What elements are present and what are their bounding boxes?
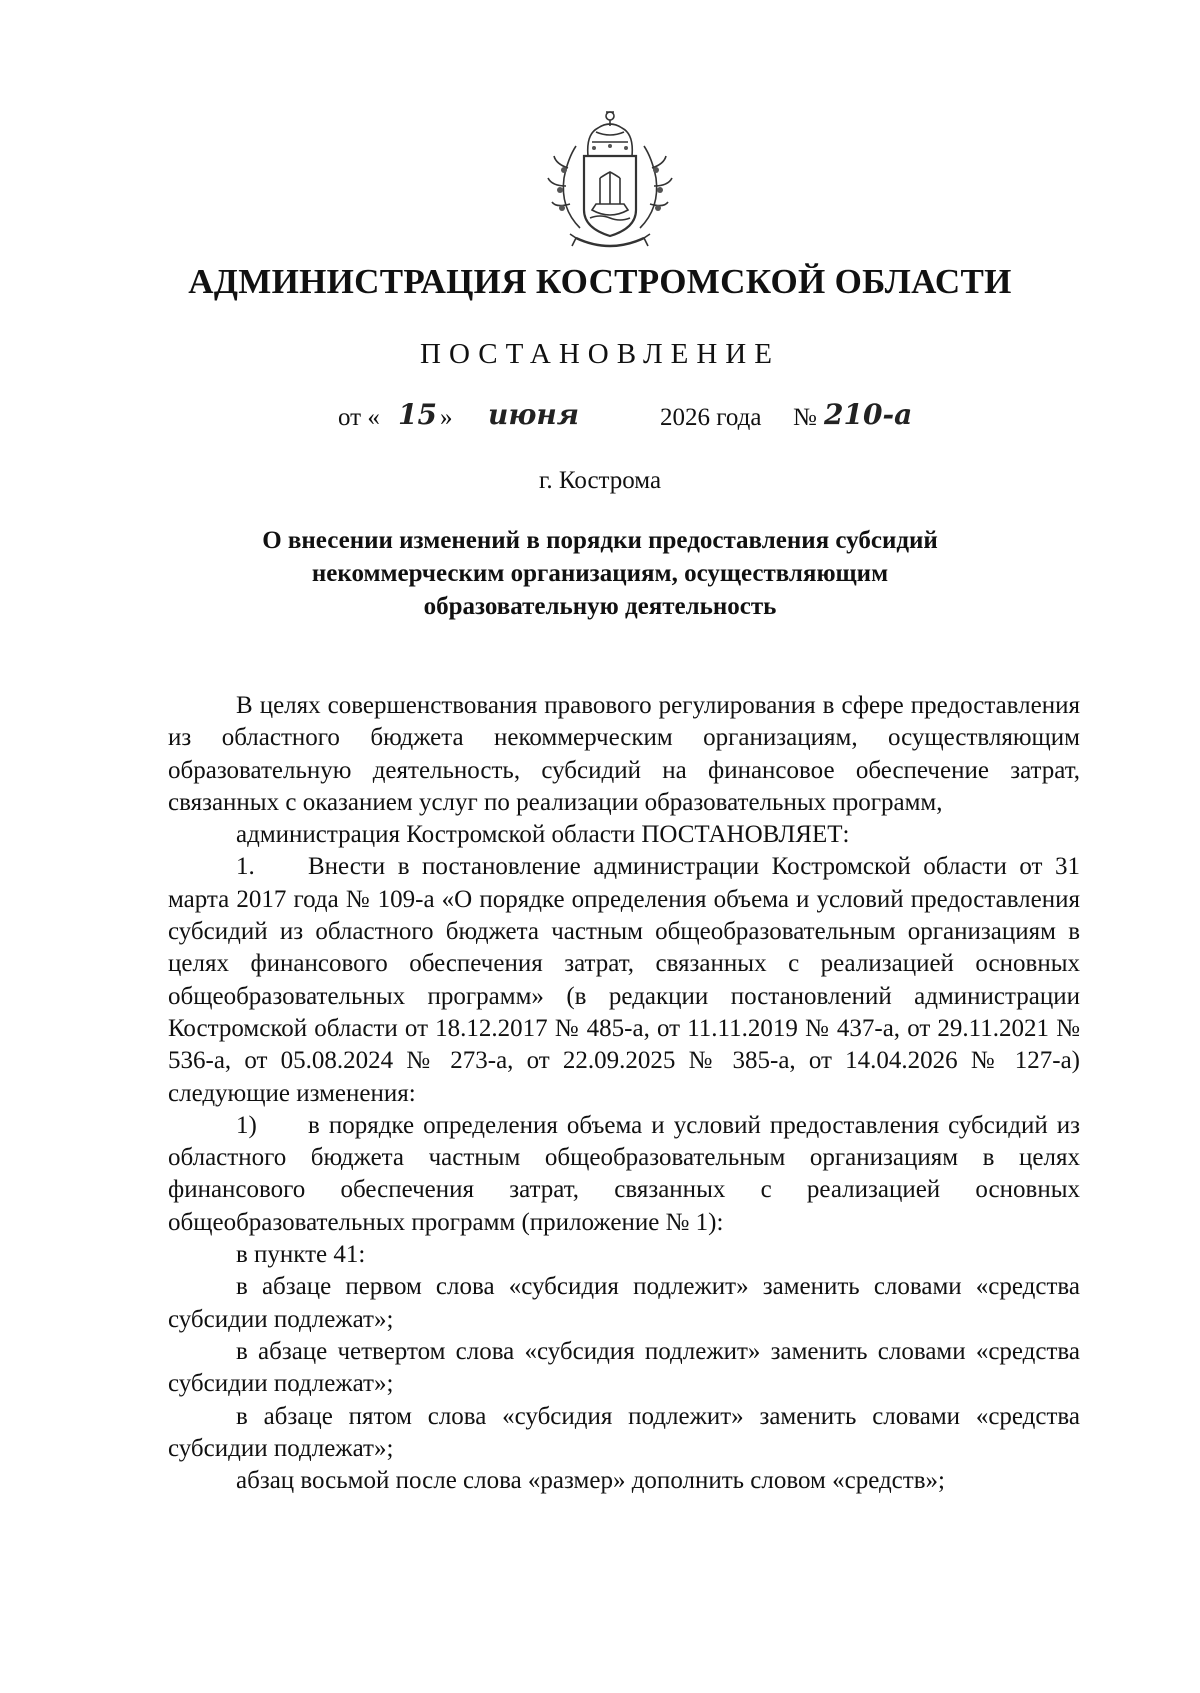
clause-paragraph: в пункте 41: — [236, 1241, 366, 1269]
resolution-paragraph: администрация Костромской области ПОСТАНОВЛЯЕТ: — [236, 821, 850, 849]
coat-of-arms-icon — [540, 98, 680, 266]
coat-of-arms-graphic — [540, 98, 680, 266]
organization-title: АДМИНИСТРАЦИЯ КОСТРОМСКОЙ ОБЛАСТИ — [188, 262, 1012, 301]
document-number: 210-а — [824, 398, 913, 431]
date-mid: » — [440, 404, 453, 431]
preamble-paragraph: В целях совершенствования правового регулирования в сфере предоставления из областного бюджета некоммерческим организациям, осуществляющим образовательную деятельность, субсидий на финансовое обеспечение затрат, связанных с оказанием услуг по реализации образовательных программ, — [168, 692, 1080, 816]
subitem-1-text: в порядке определения объема и условий предоставления субсидий из областного бюджета частным общеобразовательным организациям в целях финансового обеспечения затрат, связанных с реализацией основных общеобразовательных программ (приложение № 1): — [168, 1111, 1080, 1236]
date-prefix: от « — [338, 404, 380, 431]
subitem-1-paragraph — [168, 1110, 1080, 1239]
subitem-1-number: 1) — [236, 1111, 257, 1139]
subject-line: образовательную деятельность — [423, 593, 777, 620]
item-1-number: 1. — [236, 853, 255, 881]
document-subject — [200, 524, 1000, 623]
document-type: ПОСТАНОВЛЕНИЕ — [420, 338, 780, 370]
date-month: июня — [488, 398, 580, 431]
document-body — [168, 690, 1080, 1497]
item-1-text: Внести в постановление администрации Костромской области от 31 марта 2017 года № 109-а «О порядке определения объема и условий предоставления субсидий из областного бюджета частным общеобразовательным организациям в целях финансового обеспечения затрат, связанных с реализацией основных общеобразовательных программ» (в редакции постановлений администрации Костромской области от 18.12.2017 № 485-а, от 11.11.2019 № 437-а, от 29.11.2021 № 536-а, от 05.08.2024 № 273-а, от 22.09.2025 № 385-а, от 14.04.2026 № 127-а) следующие изменения: — [168, 853, 1080, 1107]
number-sign: № — [793, 404, 817, 431]
subject-line: О внесении изменений в порядки предоставления субсидий — [262, 527, 938, 554]
date-year: 2026 года — [660, 404, 762, 431]
change-paragraph: в абзаце первом слова «субсидия подлежит» заменить словами «средства субсидии подлежат»; — [168, 1273, 1080, 1333]
change-paragraph: в абзаце четвертом слова «субсидия подлежит» заменить словами «средства субсидии подлежат»; — [168, 1337, 1080, 1398]
date-line — [0, 400, 1200, 440]
change-paragraph: абзац восьмой после слова «размер» дополнить словом «средств»; — [236, 1467, 945, 1495]
subject-line: некоммерческим организациям, осуществляющим — [311, 560, 889, 587]
item-1-paragraph — [168, 851, 1080, 1109]
date-day: 15 — [398, 398, 437, 431]
change-paragraph: в абзаце пятом слова «субсидия подлежит» заменить словами «средства субсидии подлежат»; — [168, 1402, 1080, 1462]
city: г. Кострома — [538, 467, 662, 494]
